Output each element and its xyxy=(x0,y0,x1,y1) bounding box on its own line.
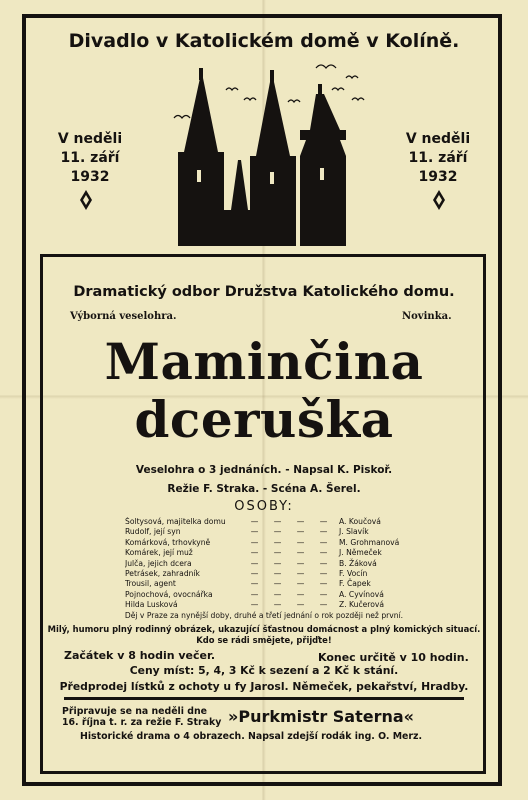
cast-dash: — xyxy=(296,558,305,568)
organizer: Dramatický odbor Družstva Katolického domu. xyxy=(73,284,455,300)
cast-dash: — xyxy=(319,548,328,558)
upcoming-line1: Připravuje se na neděli dne xyxy=(62,706,207,717)
cast-row xyxy=(125,538,415,548)
cast-dash: — xyxy=(273,548,282,558)
cast-role: Rudolf, její syn xyxy=(125,527,181,537)
cast-actor: F. Vocín xyxy=(339,568,368,578)
cast-dashes xyxy=(243,527,335,537)
cast-dash: — xyxy=(319,537,328,547)
ticket-prices: Ceny míst: 5, 4, 3 Kč k sezení a 2 Kč k stání. xyxy=(129,664,399,677)
cast-row xyxy=(125,559,415,569)
cast-dash: — xyxy=(250,527,259,537)
presale-info: Předprodej lístků z ochoty u fy Jarosl. Němeček, pekařství, Hradby. xyxy=(59,680,469,693)
cast-dash: — xyxy=(250,517,259,526)
cast-dashes xyxy=(243,517,335,527)
date-left-date: 11. září 1932 xyxy=(60,150,120,185)
cast-dash: — xyxy=(296,568,305,578)
church-skyline-illustration xyxy=(170,60,370,252)
cast-dash: — xyxy=(273,600,282,610)
date-left xyxy=(52,130,128,187)
cast-row xyxy=(125,600,415,610)
praise-line2: Kdo se rádi smějete, přijďte! xyxy=(196,635,332,645)
cast-dash: — xyxy=(273,537,282,547)
cast-dash: — xyxy=(319,589,328,599)
cast-dash: — xyxy=(250,558,259,568)
cast-dash: — xyxy=(319,568,328,578)
upcoming-line2: 16. října t. r. za režie F. Straky xyxy=(62,717,222,728)
cast-heading: OSOBY: xyxy=(234,499,294,514)
cast-dash: — xyxy=(296,527,305,537)
cast-dash: — xyxy=(250,548,259,558)
cast-dash: — xyxy=(273,558,282,568)
cast-dashes xyxy=(243,579,335,589)
cast-actor: Z. Kučerová xyxy=(339,600,385,610)
cast-row xyxy=(125,569,415,579)
cast-actor: A. Cyvínová xyxy=(339,589,384,599)
play-title-line2: dceruška xyxy=(134,390,394,449)
date-right-day: V neděli xyxy=(405,131,471,147)
cast-dash: — xyxy=(250,579,259,589)
cast-role: Komárková, trhovkyně xyxy=(125,537,211,547)
cast-dashes xyxy=(243,559,335,569)
date-right-date: 11. září 1932 xyxy=(408,150,468,185)
divider xyxy=(64,697,464,700)
genre-label: Výborná veselohra. xyxy=(70,311,177,322)
cast-dash: — xyxy=(319,517,328,526)
cast-dashes xyxy=(243,548,335,558)
cast-actor: M. Grohmanová xyxy=(339,537,400,547)
cast-actor: F. Čapek xyxy=(339,579,371,589)
setting-note: Děj v Praze za nynější doby, druhé a třetí jednání o rok později než první. xyxy=(124,611,404,620)
cast-role: Hilda Lusková xyxy=(125,600,178,610)
novelty-label: Novinka. xyxy=(402,311,452,322)
end-time: Konec určitě v 10 hodin. xyxy=(318,651,469,664)
credits xyxy=(0,461,528,499)
cast-dash: — xyxy=(319,558,328,568)
cast-role: Šoltysová, majitelka domu xyxy=(125,517,226,526)
cast-dash: — xyxy=(273,579,282,589)
cast-row xyxy=(125,590,415,600)
cast-row xyxy=(125,527,415,537)
cast-dash: — xyxy=(273,527,282,537)
cast-dash: — xyxy=(273,517,282,526)
cast-role: Petrásek, zahradník xyxy=(125,568,200,578)
cast-dashes xyxy=(243,569,335,579)
cast-dash: — xyxy=(296,579,305,589)
cast-actor: B. Žáková xyxy=(339,558,377,568)
upcoming-title: »Purkmistr Saterna« xyxy=(228,707,415,726)
upcoming-intro xyxy=(62,706,232,728)
cast-dash: — xyxy=(296,600,305,610)
cast-dash: — xyxy=(273,589,282,599)
cast-dash: — xyxy=(250,568,259,578)
cast-dashes xyxy=(243,590,335,600)
cast-dashes xyxy=(243,538,335,548)
cast-actor: A. Koučová xyxy=(339,517,381,526)
cast-dash: — xyxy=(296,548,305,558)
praise-line1: Milý, humoru plný rodinný obrázek, ukazující šťastnou domácnost a plný komických situací. xyxy=(47,624,481,634)
cast-actor: J. Slavík xyxy=(339,527,369,537)
cast-dash: — xyxy=(319,527,328,537)
cast-dash: — xyxy=(296,589,305,599)
cast-dash: — xyxy=(250,537,259,547)
cast-row xyxy=(125,548,415,558)
cast-dash: — xyxy=(273,568,282,578)
start-time: Začátek v 8 hodin večer. xyxy=(64,649,216,662)
cast-dash: — xyxy=(319,600,328,610)
cast-dashes xyxy=(243,600,335,610)
cast-row xyxy=(125,517,415,527)
cast-role: Trousil, agent xyxy=(125,579,176,589)
cast-dash: — xyxy=(250,589,259,599)
credits-direction: Režie F. Straka. - Scéna A. Šerel. xyxy=(167,483,361,495)
cast-dash: — xyxy=(296,537,305,547)
cast-row xyxy=(125,579,415,589)
cast-role: Komárek, její muž xyxy=(125,548,193,558)
diamond-ornament-icon xyxy=(80,190,92,210)
cast-dash: — xyxy=(319,579,328,589)
cast-role: Pojnochová, ovocnářka xyxy=(125,589,213,599)
date-left-day: V neděli xyxy=(57,131,123,147)
cast-dash: — xyxy=(296,517,305,526)
diamond-ornament-icon xyxy=(433,190,445,210)
credits-author: Veselohra o 3 jednáních. - Napsal K. Piskoř. xyxy=(135,464,393,476)
cast-list xyxy=(125,517,415,611)
cast-dash: — xyxy=(250,600,259,610)
date-right xyxy=(400,130,476,187)
cast-actor: J. Němeček xyxy=(339,548,382,558)
play-title-line1: Maminčina xyxy=(104,332,424,391)
praise xyxy=(0,624,528,646)
theatre-title: Divadlo v Katolickém domě v Kolíně. xyxy=(68,30,460,52)
upcoming-description: Historické drama o 4 obrazech. Napsal zdejší rodák ing. O. Merz. xyxy=(80,731,423,742)
cast-role: Julča, jejich dcera xyxy=(125,558,192,568)
